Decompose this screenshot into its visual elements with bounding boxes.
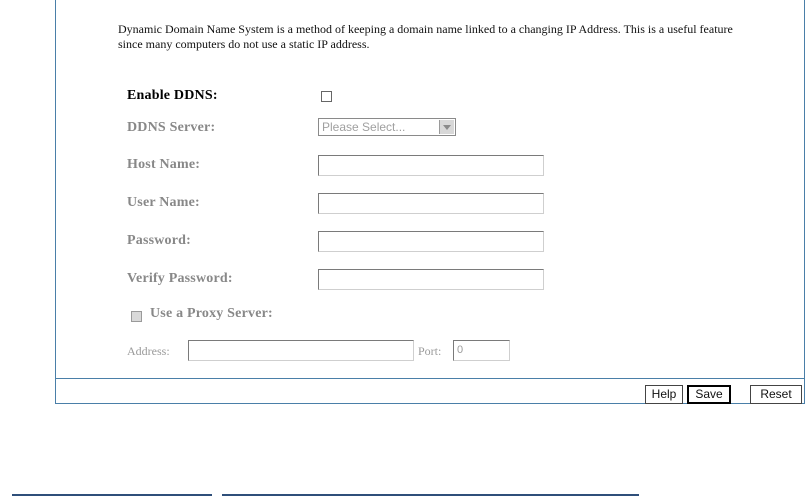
verify-password-field[interactable] bbox=[318, 269, 544, 290]
ddns-server-select[interactable] bbox=[318, 118, 456, 136]
use-proxy-label: Use a Proxy Server: bbox=[150, 306, 273, 321]
bottom-divider-3 bbox=[427, 494, 639, 496]
use-proxy-checkbox[interactable] bbox=[131, 311, 142, 322]
password-field[interactable] bbox=[318, 231, 544, 252]
enable-ddns-checkbox[interactable] bbox=[321, 91, 332, 102]
ddns-server-selected-value: Please Select... bbox=[322, 120, 406, 134]
password-label: Password: bbox=[127, 233, 192, 248]
ddns-description: Dynamic Domain Name System is a method of keeping a domain name linked to a changing IP Address. This is a useful feature since many computers do not use a static IP address. bbox=[118, 22, 733, 51]
save-button[interactable]: Save bbox=[687, 385, 731, 404]
bottom-divider-1 bbox=[12, 494, 212, 496]
ddns-server-label: DDNS Server: bbox=[127, 120, 216, 135]
reset-button[interactable]: Reset bbox=[750, 385, 802, 404]
address-label: Address: bbox=[127, 344, 170, 358]
port-label: Port: bbox=[418, 344, 442, 358]
user-name-field[interactable] bbox=[318, 193, 544, 214]
host-name-field[interactable] bbox=[318, 155, 544, 176]
proxy-address-field[interactable] bbox=[188, 340, 414, 361]
help-button[interactable]: Help bbox=[645, 385, 683, 404]
host-name-label: Host Name: bbox=[127, 157, 201, 172]
ddns-settings-panel bbox=[55, 0, 805, 404]
user-name-label: User Name: bbox=[127, 195, 200, 210]
enable-ddns-label: Enable DDNS: bbox=[127, 88, 218, 103]
verify-password-label: Verify Password: bbox=[127, 271, 233, 286]
proxy-port-field[interactable]: 0 bbox=[453, 340, 510, 361]
chevron-down-icon bbox=[439, 120, 454, 134]
footer-divider bbox=[56, 378, 804, 379]
bottom-divider-2 bbox=[222, 494, 442, 496]
